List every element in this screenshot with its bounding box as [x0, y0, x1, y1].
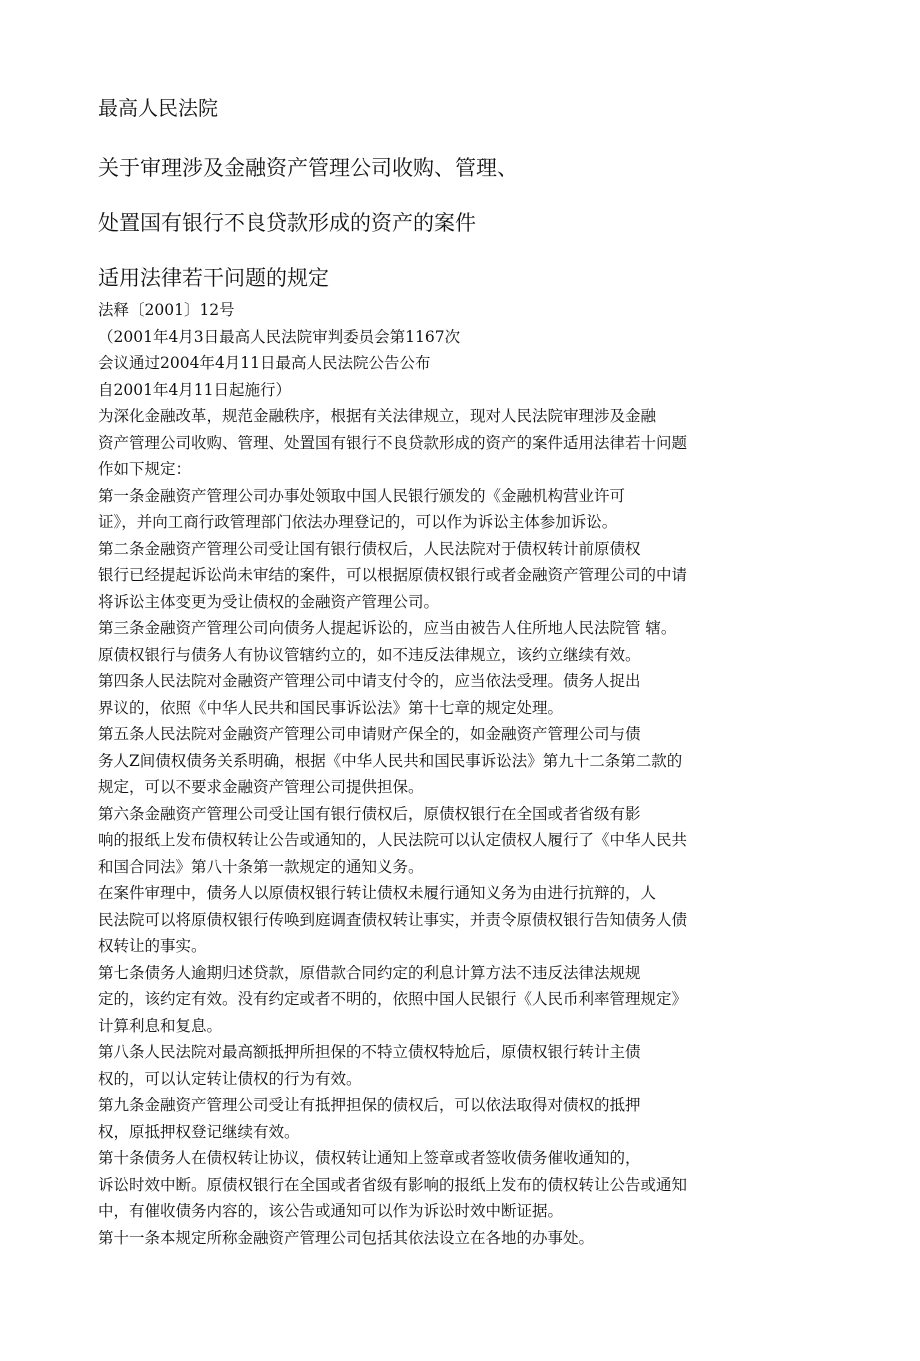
- article-5-line: 第五条人民法院对金融资产管理公司申请财产保全的，如金融资产管理公司与债: [98, 725, 641, 743]
- adoption-note-line: 自2001年4月11日起施行）: [98, 380, 292, 399]
- article-7-line: 定的，该约定有效。没有约定或者不明的，依照中国人民银行《人民币利率管理规定》: [98, 990, 688, 1008]
- article-9-line: 第九条金融资产管理公司受让有抵押担保的债权后，可以依法取得对债权的抵押: [98, 1096, 641, 1114]
- article-6-line: 第六条金融资产管理公司受让国有银行债权后，原债权银行在全国或者省级有影: [98, 804, 641, 823]
- article-4-line: 第四条人民法院对金融资产管理公司中请支付令的，应当依法受理。债务人捉出: [98, 672, 641, 690]
- article-5-line: 规定，可以不要求金融资产管理公司提供担保。: [98, 778, 424, 796]
- preamble-line: 资产管理公司收购、管理、处置国有银行不良贷款形成的资产的案件适用法律若十问题: [98, 433, 688, 452]
- document-number: 法释〔2001〕12号: [98, 301, 235, 319]
- article-7-line: 第七条债务人逾期归述贷款，原借款合同约定的利息计算方法不违反法律法规规: [98, 963, 641, 982]
- article-8-line: 权的，可以认定转让债权的行为有效。: [98, 1069, 362, 1088]
- article-2-line: 将诉讼主体变更为受让债权的金融资产管理公司。: [98, 592, 440, 611]
- article-3-line: 第三条金融资产管理公司向债务人提起诉讼的，应当由被告人住所地人民法院管 辖。: [98, 619, 677, 637]
- article-7-line: 计算利息和复息。: [98, 1016, 223, 1035]
- article-6-paragraph-2-line: 民法院可以将原债权银行传唤到庭调査债权转让事实，并责令原债权银行告知债务人债: [98, 910, 688, 929]
- article-10-line: 第十条债务人在债权转让协议，债权转让通知上签章或者签收债务催收通知的，: [98, 1149, 641, 1167]
- title-line-1: 关于审理涉及金融资产管理公司收购、管理、: [98, 156, 518, 180]
- article-6-paragraph-2-line: 在案件审理中，债务人以原债权银行转让债权未履行通知义务为由进行抗辩的，人: [98, 884, 657, 902]
- article-6-line: 响的报纸上发布债权转让公告或通知的，人民法院可以认定债权人履行了《中华人民共: [98, 831, 688, 849]
- title-line-2: 处置国有银行不良贷款形成的资产的案件: [98, 211, 476, 235]
- regulation-text: [98, 297, 768, 1251]
- article-10-line: 中，有催收债务内容的，该公告或通知可以作为诉讼时效中断证据。: [98, 1202, 564, 1220]
- article-1-line: 第一条金融资产管理公司办事处领取中国人民银行颁发的《金融机构营业许可: [98, 486, 626, 505]
- document-body: [98, 92, 768, 1251]
- article-10-line: 诉讼时效中断。原债权银行在全国或者省级有影响的报纸上发布的债权转让公告或通知: [98, 1175, 688, 1194]
- article-2-line: 银行已经提起诉讼尚未审结的案件，可以根据原债权银行或者金融资产管理公司的中请: [98, 566, 688, 584]
- article-9-line: 权，原抵押权登记继续有效。: [98, 1122, 300, 1141]
- article-8-line: 第八条人民法院对最高额抵押所担保的不特立债权特尬后，原债权银行转计主债: [98, 1043, 641, 1061]
- article-6-paragraph-2-line: 权转让的事实。: [98, 937, 207, 955]
- article-3-line: 原债权银行与债务人有协议管辖约立的，如不违反法律规立，该约立继续有效。: [98, 645, 641, 664]
- article-4-line: 界议的，依照《中华人民共和国民事诉讼法》第十七章的规定处理。: [98, 698, 564, 717]
- article-6-line: 和国合同法》第八十条第一款规定的通知义务。: [98, 857, 424, 876]
- court-name-heading: 最高人民法院: [98, 96, 218, 120]
- preamble-line: 为深化金融改革，规范金融秩序，根据有关法律规立，现对人民法院审理涉及金融: [98, 407, 657, 425]
- article-1-line: 证》，并向工商行政管理部门依法办理登记的，可以作为诉讼主体参加诉讼。: [98, 513, 618, 531]
- article-5-line: 务人Z间债权债务关系明确，根据《中华人民共和国民事诉讼法》第九十二条第二款的: [98, 751, 683, 770]
- adoption-note-line: 会议通过2004年4月11日最高人民法院公告公布: [98, 354, 431, 372]
- title-line-3: 适用法律若干问题的规定: [98, 266, 329, 290]
- article-2-line: 第二条金融资产管理公司受让国有银行债权后，人民法院对于债权转计前原债权: [98, 539, 641, 558]
- preamble-line: 作如下规定：: [98, 460, 192, 478]
- article-11-line: 第十一条本规定所称金融资产管理公司包括其依法设立在各地的办事处。: [98, 1228, 595, 1247]
- adoption-note-line: （2001年4月3日最高人民法院审判委员会第1167次: [98, 327, 461, 346]
